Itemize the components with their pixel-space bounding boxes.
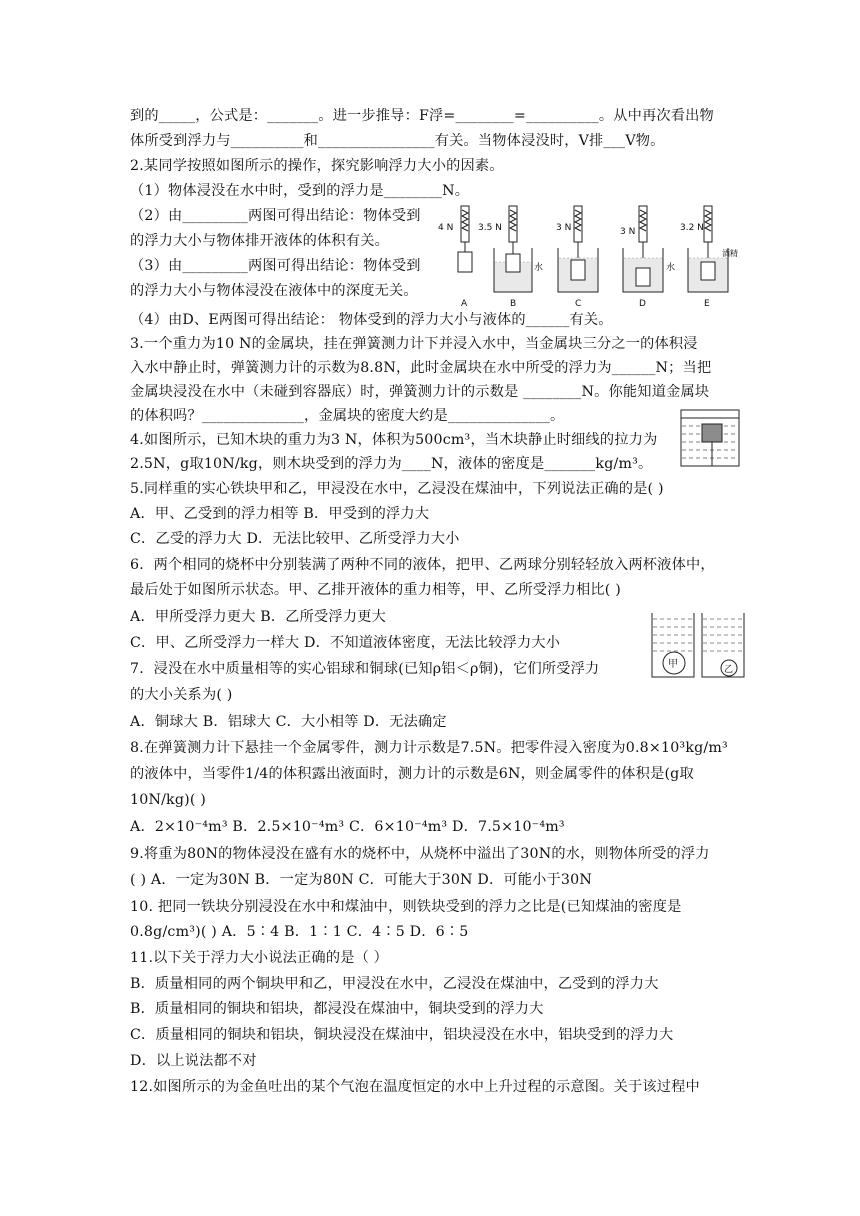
text-line: 的液体中，当零件1/4的体积露出液面时，测力计的示数是6N，则金属零件的体积是(g取 [130,766,694,782]
text-line: （4）由D、E两图可得出结论： 物体受到的浮力大小与液体的______有关。 [130,312,613,328]
text-line: （2）由_________两图可得出结论：物体受到 [130,208,421,224]
question-8-stem: 8.在弹簧测力计下悬挂一个金属零件，测力计示数是7.5N。把零件浸入密度为0.8×10³kg/m³ [130,740,728,756]
panel-label-b: B [510,299,517,309]
text-line: （3）由_________两图可得出结论：物体受到 [130,258,421,274]
text-line: 2.5N，g取10N/kg，则木块受到的浮力为____N，液体的密度是_______kg/m³。 [130,456,653,472]
scale-reading-c: 3 N [556,223,572,233]
question-3-stem: 3.一个重力为10 N的金属块，挂在弹簧测力计下并浸入水中，当金属块三分之一的体积浸 [130,336,698,352]
options-line: C．甲、乙所受浮力一样大 D．不知道液体密度，无法比较浮力大小 [130,635,561,651]
text-line: 的体积吗？______________，金属块的密度大约是______________。 [130,408,565,424]
options-line: C．质量相同的铜块和铝块，铜块浸没在煤油中，铝块浸没在水中，铝块受到的浮力大 [130,1027,674,1043]
options-line: B．质量相同的两个铜块甲和乙，甲浸没在水中，乙浸没在煤油中，乙受到的浮力大 [130,976,659,992]
panel-label-d: D [639,299,646,309]
text-line: 入水中静止时，弹簧测力计的示数为8.8N，此时金属块在水中所受的浮力为______N；当把 [130,360,712,376]
question-10-stem: 10. 把同一铁块分别浸没在水中和煤油中，则铁块受到的浮力之比是(已知煤油的密度是 [130,899,682,915]
question-12-stem: 12.如图所示的为金鱼吐出的某个气泡在温度恒定的水中上升过程的示意图。关于该过程中 [130,1079,700,1095]
text-line: 的浮力大小与物体浸没在液体中的深度无关。 [130,283,418,299]
liquid-label-d: 水 [666,263,676,273]
wood-block-figure [680,404,740,468]
options-line: ( ) A．一定为30N B．一定为80N C．可能大于30N D．可能小于30N [130,872,592,888]
text-line: 体所受到浮力与__________和________________有关。当物体浸没时，V排___V物。 [130,133,665,149]
scale-reading-d: 3 N [620,227,636,237]
options-line: 0.8g/cm³)( ) A．5∶4 B．1∶1 C．4∶5 D．6∶5 [130,924,469,940]
panel-label-e: E [704,299,710,309]
question-2-stem: 2.某同学按照如图所示的操作，探究影响浮力大小的因素。 [130,158,504,174]
options-line: A．铜球大 B．铝球大 C．大小相等 D．无法确定 [130,714,447,730]
liquid-label-b: 水 [534,263,544,273]
text-line: 的大小关系为( ) [130,687,233,703]
ball-yi-label: 乙 [724,665,734,675]
question-6-stem: 6．两个相同的烧杯中分别装满了两种不同的液体，把甲、乙两球分别轻轻放入两杯液体中， [130,557,715,573]
text-line: 的浮力大小与物体排开液体的体积有关。 [130,233,389,249]
beakers-figure [650,611,748,681]
question-5-stem: 5.同样重的实心铁块甲和乙，甲浸没在水中，乙浸没在煤油中，下列说法正确的是( ) [130,481,664,497]
liquid-label-e: 酒精 [722,249,738,258]
scale-reading-e: 3.2 N [680,223,704,233]
options-line: A．甲、乙受到的浮力相等 B．甲受到的浮力大 [130,506,430,522]
question-4-stem: 4.如图所示，已知木块的重力为3 N，体积为500cm³，当木块静止时细线的拉力为 [130,432,658,448]
text-line: 金属块浸没在水中（未碰到容器底）时，弹簧测力计的示数是 ________N。你能知道金属块 [130,384,710,400]
text-line: 10N/kg)( ) [130,792,207,808]
scale-reading-b: 3.5 N [478,223,502,233]
panel-label-a: A [461,299,468,309]
panel-label-c: C [575,299,582,309]
ball-jia-label: 甲 [668,659,678,670]
text-line: 到的_____，公式是：_______。进一步推导：F浮=________=__________。从中再次看出物 [130,108,714,124]
options-line: D．以上说法都不对 [130,1053,257,1069]
question-9-stem: 9.将重为80N的物体浸没在盛有水的烧杯中，从烧杯中溢出了30N的水，则物体所受的浮力 [130,846,710,862]
scale-reading-a: 4 N [438,223,454,233]
options-line: B．质量相同的铜块和铝块，都浸没在煤油中，铜块受到的浮力大 [130,1001,544,1017]
options-line: A．2×10⁻⁴m³ B．2.5×10⁻⁴m³ C．6×10⁻⁴m³ D．7.5×10⁻⁴m³ [130,819,565,835]
options-line: C．乙受的浮力大 D．无法比较甲、乙所受浮力大小 [130,531,460,547]
text-line: 最后处于如图所示状态。甲、乙排开液体的重力相等，甲、乙所受浮力相比( ) [130,582,621,598]
question-7-stem: 7．浸没在水中质量相等的实心铝球和铜球(已知ρ铝＜ρ铜)，它们所受浮力 [130,661,600,677]
question-11-stem: 11.以下关于浮力大小说法正确的是（ ） [130,950,389,966]
spring-scale-figure [436,202,740,312]
text-line: （1）物体浸没在水中时，受到的浮力是________N。 [130,183,470,199]
options-line: A．甲所受浮力更大 B．乙所受浮力更大 [130,609,386,625]
